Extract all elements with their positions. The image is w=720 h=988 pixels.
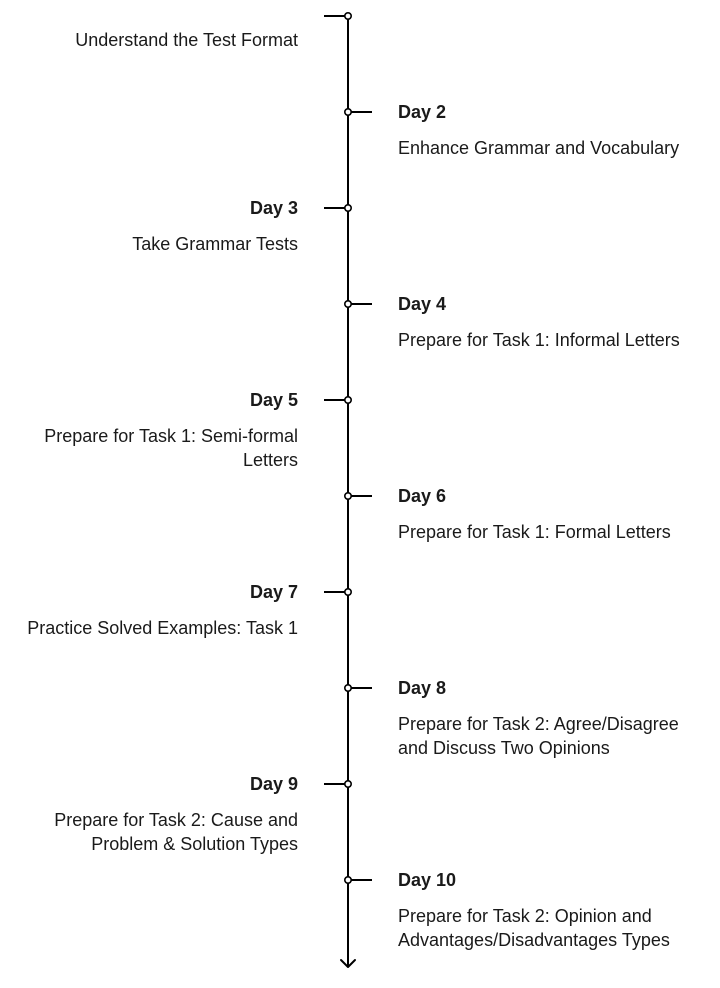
timeline-node-icon [345,397,351,403]
timeline-entry-day: Day 5 [249,390,298,410]
timeline-entry-day: Day 2 [398,102,447,122]
timeline-entry [8,198,298,256]
timeline-entry-description: Prepare for Task 1: Informal Letters [398,330,680,350]
timeline-entry [398,102,688,160]
timeline-node-icon [345,13,351,19]
timeline-node-icon [345,301,351,307]
timeline-entry [8,390,298,472]
timeline-entry-day: Day 9 [249,774,298,794]
timeline-entry-description: Understand the Test Format [75,30,298,50]
timeline-entry-day: Day 10 [398,870,457,890]
timeline-entry [398,870,688,952]
timeline-entry-description: Prepare for Task 2: Cause and Problem & Solution Types [54,810,298,854]
timeline-entry-description: Prepare for Task 1: Semi-formal Letters [44,426,298,470]
timeline-entry [398,678,688,760]
timeline-entry [8,4,298,52]
timeline-entry-day: Day 6 [398,486,447,506]
timeline-node-icon [345,205,351,211]
timeline-entry-day: Day 8 [398,678,447,698]
timeline-entry-description: Prepare for Task 1: Formal Letters [398,522,671,542]
timeline-entry-day: Day 3 [249,198,298,218]
timeline-node-icon [345,589,351,595]
timeline-entry [8,774,298,856]
timeline-entry-description: Take Grammar Tests [132,234,298,254]
timeline-node-icon [345,109,351,115]
timeline-entry-description: Practice Solved Examples: Task 1 [27,618,298,638]
timeline-entry [398,294,688,352]
timeline-entry [8,582,298,640]
timeline-entry [398,486,688,544]
timeline-node-icon [345,781,351,787]
timeline-node-icon [345,877,351,883]
timeline-entry-description: Prepare for Task 2: Agree/Disagree and Discuss Two Opinions [398,714,679,758]
timeline-entry-day: Day 4 [398,294,447,314]
timeline-entry-description: Prepare for Task 2: Opinion and Advantages/Disadvantages Types [398,906,670,950]
timeline-entry-day: Day 7 [249,582,298,602]
timeline-node-icon [345,493,351,499]
timeline-node-icon [345,685,351,691]
timeline-entry-description: Enhance Grammar and Vocabulary [398,138,680,158]
